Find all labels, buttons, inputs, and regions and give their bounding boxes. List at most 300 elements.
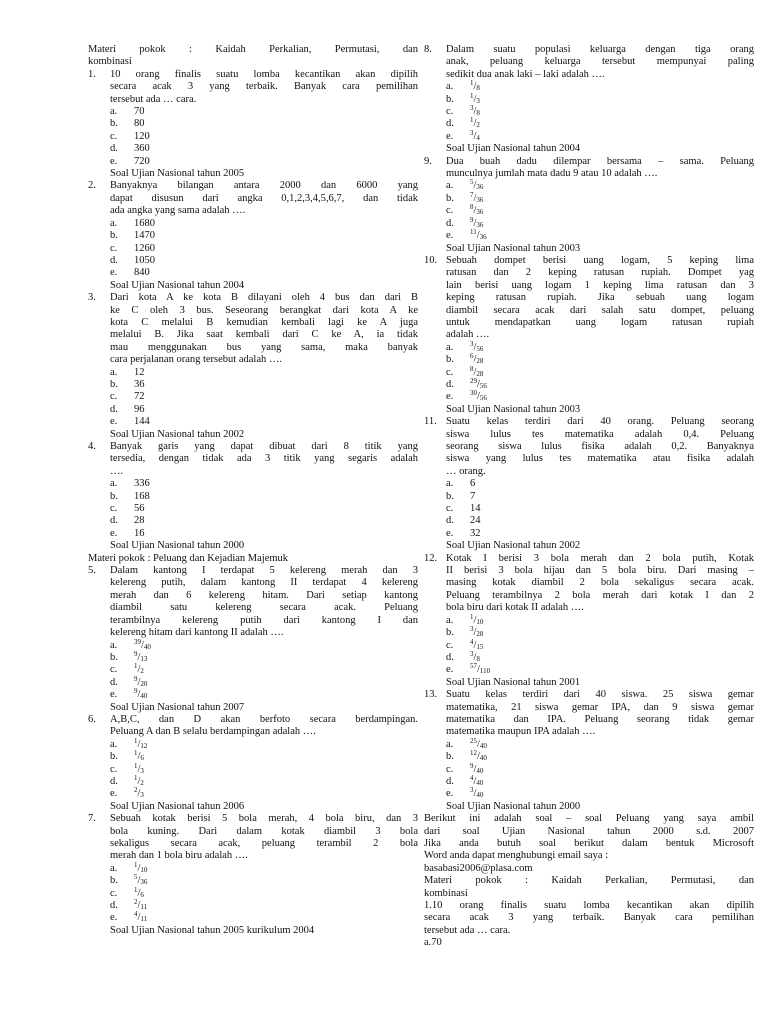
section-line: kombinasi <box>88 56 132 68</box>
question-text-line: ke C oleh 3 bus. Seseorang berangkat dari kota A ke <box>110 304 418 316</box>
question <box>424 255 754 342</box>
fraction-denominator: 56 <box>479 394 487 403</box>
answer-option <box>110 230 418 242</box>
question-text-line: Banyaknya bilangan antara 2000 dan 6000 yang <box>110 180 418 192</box>
answer-option <box>110 875 418 887</box>
section-text <box>424 813 754 949</box>
option-letter: b. <box>446 751 454 763</box>
question-text-line: 10 orang finalis suatu lomba kecantikan akan dipilih <box>110 68 418 80</box>
fraction-denominator: 36 <box>140 878 148 887</box>
answer-option <box>446 736 754 751</box>
answer-option <box>446 118 754 130</box>
option-letter: d. <box>110 403 118 415</box>
fraction-numerator: 2 <box>134 786 138 795</box>
fraction-numerator: 1 <box>134 736 138 745</box>
option-value: 12 <box>134 366 145 378</box>
answer-option <box>110 243 418 255</box>
fraction-denominator: 8 <box>476 84 480 93</box>
question-text-line: … orang. <box>446 465 486 477</box>
fraction-denominator: 40 <box>140 692 148 701</box>
section-line: tersebut ada … cara. <box>424 924 511 936</box>
fraction-numerator: 1 <box>470 116 474 125</box>
answer-option <box>446 612 754 627</box>
fraction-denominator: 8 <box>476 109 480 118</box>
fraction-slash: / <box>137 912 141 924</box>
option-letter: b. <box>110 875 118 887</box>
question-text-line: matematika, 21 siswa gemar IPA, dan 9 siswa gemar <box>446 701 754 713</box>
fraction-slash: / <box>473 341 477 353</box>
option-letter: d. <box>110 254 118 266</box>
fraction-denominator: 12 <box>140 741 148 750</box>
question-text-line: A,B,C, dan D akan berfoto secara berdampingan. <box>110 713 418 725</box>
fraction-denominator: 40 <box>143 642 151 651</box>
option-value: 6 <box>470 478 476 490</box>
fraction-denominator: 2 <box>140 667 144 676</box>
answer-option <box>110 267 418 279</box>
option-letter: e. <box>446 664 454 676</box>
option-fraction <box>470 215 484 229</box>
option-letter: a. <box>446 614 454 626</box>
option-value: 24 <box>470 515 481 527</box>
section-line: Materi pokok : Peluang dan Kejadian Majemuk <box>88 552 289 564</box>
option-letter: c. <box>110 242 118 254</box>
option-letter: c. <box>110 503 118 515</box>
option-value: 36 <box>134 378 145 390</box>
fraction-denominator: 36 <box>476 183 484 192</box>
fraction-denominator: 15 <box>476 642 484 651</box>
source-note: Soal Ujian Nasional tahun 2000 <box>446 800 581 812</box>
answer-option <box>110 528 418 540</box>
question-text-line: …. <box>110 465 124 477</box>
answer-option <box>110 218 418 230</box>
fraction-numerator: 7 <box>470 190 474 199</box>
option-letter: e. <box>446 788 454 800</box>
option-fraction <box>134 649 148 663</box>
option-letter: e. <box>446 230 454 242</box>
fraction-slash: / <box>473 627 477 639</box>
fraction-slash: / <box>473 651 477 663</box>
answer-option <box>110 900 418 912</box>
option-letter: d. <box>110 143 118 155</box>
fraction-slash: / <box>473 366 477 378</box>
fraction-slash: / <box>476 230 480 242</box>
section-line: a.70 <box>424 937 442 949</box>
question-text-line: munculnya jumlah mata dadu 9 atau 10 adalah …. <box>446 168 658 180</box>
option-value: 168 <box>134 490 150 502</box>
fraction-denominator: 3 <box>140 766 144 775</box>
fraction-slash: / <box>137 862 141 874</box>
option-letter: a. <box>110 106 118 118</box>
source-note: Soal Ujian Nasional tahun 2007 <box>110 701 245 713</box>
option-letter: e. <box>110 155 118 167</box>
fraction-numerator: 1 <box>470 91 474 100</box>
option-letter: a. <box>446 478 454 490</box>
fraction-denominator: 10 <box>476 617 484 626</box>
option-letter: e. <box>110 689 118 701</box>
option-letter: e. <box>446 130 454 142</box>
option-fraction <box>470 391 487 402</box>
option-fraction <box>134 674 148 688</box>
option-value: 28 <box>134 515 145 527</box>
option-fraction <box>134 664 144 675</box>
answer-option <box>110 118 418 130</box>
option-fraction <box>470 230 487 241</box>
answer-option <box>446 627 754 639</box>
option-letter: a. <box>446 180 454 192</box>
fraction-slash: / <box>137 875 141 887</box>
option-letter: c. <box>110 391 118 403</box>
question-number: 5. <box>88 565 96 577</box>
option-letter: b. <box>110 651 118 663</box>
option-letter: d. <box>110 676 118 688</box>
option-value: 72 <box>134 391 145 403</box>
question-text-line: siswa lulus tes matematika adalah 0,4. Peluang <box>446 428 754 440</box>
answer-option <box>446 106 754 118</box>
option-letter: c. <box>446 106 454 118</box>
fraction-numerator: 57 <box>470 662 477 671</box>
option-letter: e. <box>110 527 118 539</box>
answer-option <box>110 788 418 800</box>
question-text-line: Suatu kelas terdiri dari 40 siswa. 25 siswa gemar <box>446 689 754 701</box>
option-letter: c. <box>110 664 118 676</box>
question <box>88 292 418 366</box>
section-line: secara acak 3 yang terbaik. Banyak cara pemilihan <box>424 912 754 924</box>
question-text-line: ratusan dan 2 keping ratusan rupiah. Dompet yag <box>446 267 754 279</box>
option-fraction <box>134 885 144 899</box>
fraction-numerator: 1 <box>134 773 138 782</box>
answer-option <box>110 367 418 379</box>
fraction-numerator: 29 <box>470 376 477 385</box>
fraction-denominator: 13 <box>140 654 148 663</box>
fraction-numerator: 8 <box>470 364 474 373</box>
option-fraction <box>134 736 148 750</box>
fraction-denominator: 40 <box>479 754 487 763</box>
fraction-numerator: 3 <box>470 625 474 634</box>
fraction-numerator: 1 <box>470 612 474 621</box>
option-fraction <box>134 900 147 911</box>
fraction-numerator: 2 <box>134 898 138 907</box>
fraction-slash: / <box>137 763 141 775</box>
fraction-denominator: 11 <box>140 903 148 912</box>
fraction-slash: / <box>137 738 141 750</box>
question-text-line: matematika dan IPA. Peluang seorang tidak gemar <box>446 713 754 725</box>
option-letter: b. <box>110 490 118 502</box>
source-note: Soal Ujian Nasional tahun 2003 <box>446 242 581 254</box>
fraction-slash: / <box>473 614 477 626</box>
source-note: Soal Ujian Nasional tahun 2006 <box>110 800 245 812</box>
answer-option <box>110 416 418 428</box>
answer-option <box>110 515 418 527</box>
answer-option <box>110 664 418 676</box>
answer-option <box>446 491 754 503</box>
fraction-denominator: 36 <box>476 208 484 217</box>
question-text-line: tersedia, dengan tidak ada 3 titik yang segaris adalah <box>110 453 418 465</box>
question-text-line: kota C melalui B kemudian kembali lagi ke A juga <box>110 316 418 328</box>
fraction-denominator: 11 <box>140 915 148 924</box>
option-letter: a. <box>110 366 118 378</box>
option-letter: c. <box>446 639 454 651</box>
fraction-slash: / <box>473 217 477 229</box>
question-text-line: Sebuah dompet berisi uang logam, 5 keping lima <box>446 254 754 266</box>
question-text-line: dapat disusun dari angka 0,1,2,3,4,5,6,7, dan tidak <box>110 192 418 204</box>
option-fraction <box>470 339 484 353</box>
fraction-slash: / <box>477 378 480 390</box>
question <box>424 416 754 478</box>
option-fraction <box>134 761 144 775</box>
fraction-denominator: 3 <box>476 96 480 105</box>
question <box>88 565 418 639</box>
fraction-slash: / <box>137 788 141 800</box>
fraction-numerator: 1 <box>134 761 138 770</box>
option-fraction <box>470 649 480 663</box>
option-fraction <box>470 376 487 390</box>
option-value: 56 <box>134 503 145 515</box>
question-text-line: Kotak I berisi 3 bola merah dan 2 bola putih, Kotak <box>446 552 754 564</box>
option-letter: d. <box>446 775 454 787</box>
fraction-slash: / <box>473 639 477 651</box>
question-number: 13. <box>424 689 438 701</box>
question-text-line: II berisi 3 bola hijau dan 5 bola biru. Dari masing – <box>446 565 754 577</box>
fraction-numerator: 3 <box>470 339 474 348</box>
fraction-numerator: 4 <box>470 637 474 646</box>
option-letter: e. <box>110 416 118 428</box>
question-text-line: terambilnya kelereng putih dari kantong I dan <box>110 614 418 626</box>
option-value: 360 <box>134 143 150 155</box>
option-letter: d. <box>446 515 454 527</box>
answer-option <box>110 761 418 776</box>
answer-option <box>110 379 418 391</box>
option-letter: a. <box>110 639 118 651</box>
option-letter: e. <box>110 912 118 924</box>
fraction-numerator: 3 <box>470 128 474 137</box>
question-text-line: siswa yang lulus tes matematika atau fisika adalah <box>446 453 754 465</box>
section-line: kombinasi <box>424 887 468 899</box>
option-letter: e. <box>110 267 118 279</box>
question <box>88 714 418 739</box>
question <box>424 553 754 615</box>
answer-option <box>446 230 754 242</box>
fraction-slash: / <box>473 205 477 217</box>
right-column <box>424 44 754 950</box>
fraction-numerator: 9 <box>134 649 138 658</box>
source-note: Soal Ujian Nasional tahun 2000 <box>110 540 245 552</box>
option-fraction <box>470 773 484 787</box>
option-fraction <box>470 354 483 365</box>
option-fraction <box>134 751 144 762</box>
fraction-denominator: 56 <box>479 381 487 390</box>
answer-option <box>446 205 754 217</box>
answer-option <box>110 751 418 763</box>
answer-option <box>446 376 754 391</box>
option-letter: e. <box>446 391 454 403</box>
question-text-line: untuk mendapatkan uang logam ratusan rupiah <box>446 316 754 328</box>
source-note: Soal Ujian Nasional tahun 2004 <box>446 143 581 155</box>
answer-option <box>446 637 754 652</box>
email-text: basabasi2006@plasa.com <box>424 862 533 874</box>
fraction-slash: / <box>137 751 141 763</box>
option-fraction <box>470 627 483 638</box>
fraction-denominator: 40 <box>479 741 487 750</box>
option-letter: e. <box>110 788 118 800</box>
answer-option <box>446 478 754 490</box>
section-line: 1.10 orang finalis suatu lomba kecantikan akan dipilih <box>424 900 754 912</box>
fraction-numerator: 12 <box>470 749 477 758</box>
question-text-line: Sebuah kotak berisi 5 bola merah, 4 bola biru, dan 3 <box>110 813 418 825</box>
section-line: Berikut ini adalah soal – soal Peluang yang saya ambil <box>424 813 754 825</box>
fraction-denominator: 2 <box>476 121 480 130</box>
question-number: 10. <box>424 254 438 266</box>
question-number: 11. <box>424 416 437 428</box>
answer-option <box>446 528 754 540</box>
question-text-line: diambil satu kelereng secara acak. Peluang <box>110 602 418 614</box>
option-value: 120 <box>134 130 150 142</box>
answer-option <box>110 491 418 503</box>
fraction-denominator: 40 <box>476 766 484 775</box>
fraction-numerator: 1 <box>134 662 138 671</box>
question <box>424 689 754 739</box>
option-letter: b. <box>446 490 454 502</box>
option-value: 336 <box>134 478 150 490</box>
fraction-denominator: 8 <box>476 654 480 663</box>
question-text-line: Dalam kantong I terdapat 5 kelereng merah dan 3 <box>110 565 418 577</box>
answer-option <box>446 391 754 403</box>
question-text-line: kelereng hitam dari kantong II adalah …. <box>110 627 284 639</box>
question-text-line: Peluang A dan B selalu berdampingan adalah …. <box>110 726 316 738</box>
fraction-slash: / <box>477 738 480 750</box>
answer-option <box>446 339 754 354</box>
option-value: 1470 <box>134 230 155 242</box>
option-value: 7 <box>470 490 476 502</box>
option-letter: a. <box>110 217 118 229</box>
fraction-slash: / <box>137 689 141 701</box>
option-fraction <box>470 180 483 191</box>
option-fraction <box>134 912 147 923</box>
source-note: Soal Ujian Nasional tahun 2002 <box>446 540 581 552</box>
answer-option <box>446 788 754 800</box>
option-value: 96 <box>134 403 145 415</box>
fraction-numerator: 1 <box>134 860 138 869</box>
option-value: 1050 <box>134 254 155 266</box>
answer-option <box>110 156 418 168</box>
answer-option <box>446 180 754 192</box>
section-line: Materi pokok : Kaidah Perkalian, Permutasi, dan <box>424 875 754 887</box>
fraction-denominator: 4 <box>476 133 480 142</box>
question-text-line: kelereng putih, dalam kantong II terdapat 4 kelereng <box>110 577 418 589</box>
answer-option <box>110 637 418 652</box>
fraction-numerator: 11 <box>470 228 477 237</box>
fraction-slash: / <box>473 788 477 800</box>
answer-option <box>110 478 418 490</box>
fraction-slash: / <box>473 118 477 130</box>
question-text-line: Banyak garis yang dapat dibuat dari 8 titik yang <box>110 441 418 452</box>
fraction-numerator: 1 <box>470 79 474 88</box>
fraction-slash: / <box>473 106 477 118</box>
option-letter: c. <box>110 763 118 775</box>
question-text-line: anak, peluang keluarga tersebut mempunyai paling <box>446 56 754 68</box>
fraction-numerator: 4 <box>134 910 138 919</box>
question-text-line: Dari kota A ke kota B dilayani oleh 4 bus dan dari B <box>110 292 418 304</box>
fraction-numerator: 39 <box>134 637 141 646</box>
fraction-slash: / <box>473 130 477 142</box>
question-text-line: secara acak 3 yang terbaik. Banyak cara pemilihan <box>110 81 418 93</box>
option-letter: d. <box>110 515 118 527</box>
option-letter: b. <box>110 118 118 130</box>
option-value: 720 <box>134 155 150 167</box>
fraction-denominator: 28 <box>476 630 484 639</box>
question-text-line: ada angka yang sama adalah …. <box>110 205 246 217</box>
option-letter: c. <box>446 763 454 775</box>
option-value: 1680 <box>134 217 155 229</box>
fraction-numerator: 3 <box>470 104 474 113</box>
option-letter: d. <box>446 651 454 663</box>
fraction-slash: / <box>137 676 141 688</box>
fraction-denominator: 56 <box>476 344 484 353</box>
option-fraction <box>134 773 144 787</box>
option-value: 70 <box>134 106 145 118</box>
left-column <box>88 44 418 937</box>
fraction-numerator: 4 <box>470 773 474 782</box>
option-fraction <box>470 205 483 216</box>
answer-option <box>446 190 754 205</box>
question-text-line: bola kuning. Dari dalam kotak diambil 3 bola <box>110 825 418 837</box>
option-fraction <box>470 761 484 775</box>
option-fraction <box>134 860 148 874</box>
option-value: 16 <box>134 527 145 539</box>
option-value: 80 <box>134 118 145 130</box>
section-line: dari soal Ujian Nasional tahun 2000 s.d. 2007 <box>424 825 754 837</box>
option-letter: a. <box>110 738 118 750</box>
question-text-line: Dua buah dadu dilempar bersama – sama. Peluang <box>446 155 754 167</box>
option-letter: b. <box>110 378 118 390</box>
question-text-line: merah dan 6 kelereng hitam. Dari setiap kantong <box>110 589 418 601</box>
option-fraction <box>470 751 487 762</box>
fraction-numerator: 30 <box>470 389 477 398</box>
option-letter: b. <box>446 354 454 366</box>
section-line: Jika anda butuh soal berikut dalam bentuk Microsoft <box>424 838 754 849</box>
fraction-slash: / <box>137 900 141 912</box>
answer-option <box>446 128 754 143</box>
question-text-line: cara perjalanan orang tersebut adalah …. <box>110 354 282 366</box>
fraction-numerator: 25 <box>470 736 477 745</box>
option-letter: d. <box>110 775 118 787</box>
answer-option <box>446 761 754 776</box>
answer-option <box>110 773 418 788</box>
option-fraction <box>470 788 483 799</box>
option-fraction <box>470 106 480 117</box>
question-number: 12. <box>424 552 438 564</box>
option-fraction <box>134 689 147 700</box>
option-fraction <box>134 637 151 651</box>
answer-option <box>110 131 418 143</box>
answer-option <box>110 255 418 267</box>
question-text-line: Peluang terambilnya 2 bola merah dari kotak I dan 2 <box>446 589 754 601</box>
answer-option <box>110 674 418 689</box>
answer-option <box>446 664 754 676</box>
question-number: 6. <box>88 713 96 725</box>
question-text-line: adalah …. <box>446 329 490 341</box>
option-value: 840 <box>134 267 150 279</box>
option-letter: d. <box>446 217 454 229</box>
fraction-denominator: 6 <box>140 890 144 899</box>
question-text-line: merah dan 1 bola biru adalah …. <box>110 850 248 862</box>
fraction-numerator: 9 <box>470 215 474 224</box>
question <box>424 156 754 181</box>
section-text <box>88 44 418 69</box>
answer-option <box>110 885 418 900</box>
question-number: 1. <box>88 68 96 80</box>
fraction-slash: / <box>137 887 141 899</box>
fraction-numerator: 5 <box>470 178 474 187</box>
